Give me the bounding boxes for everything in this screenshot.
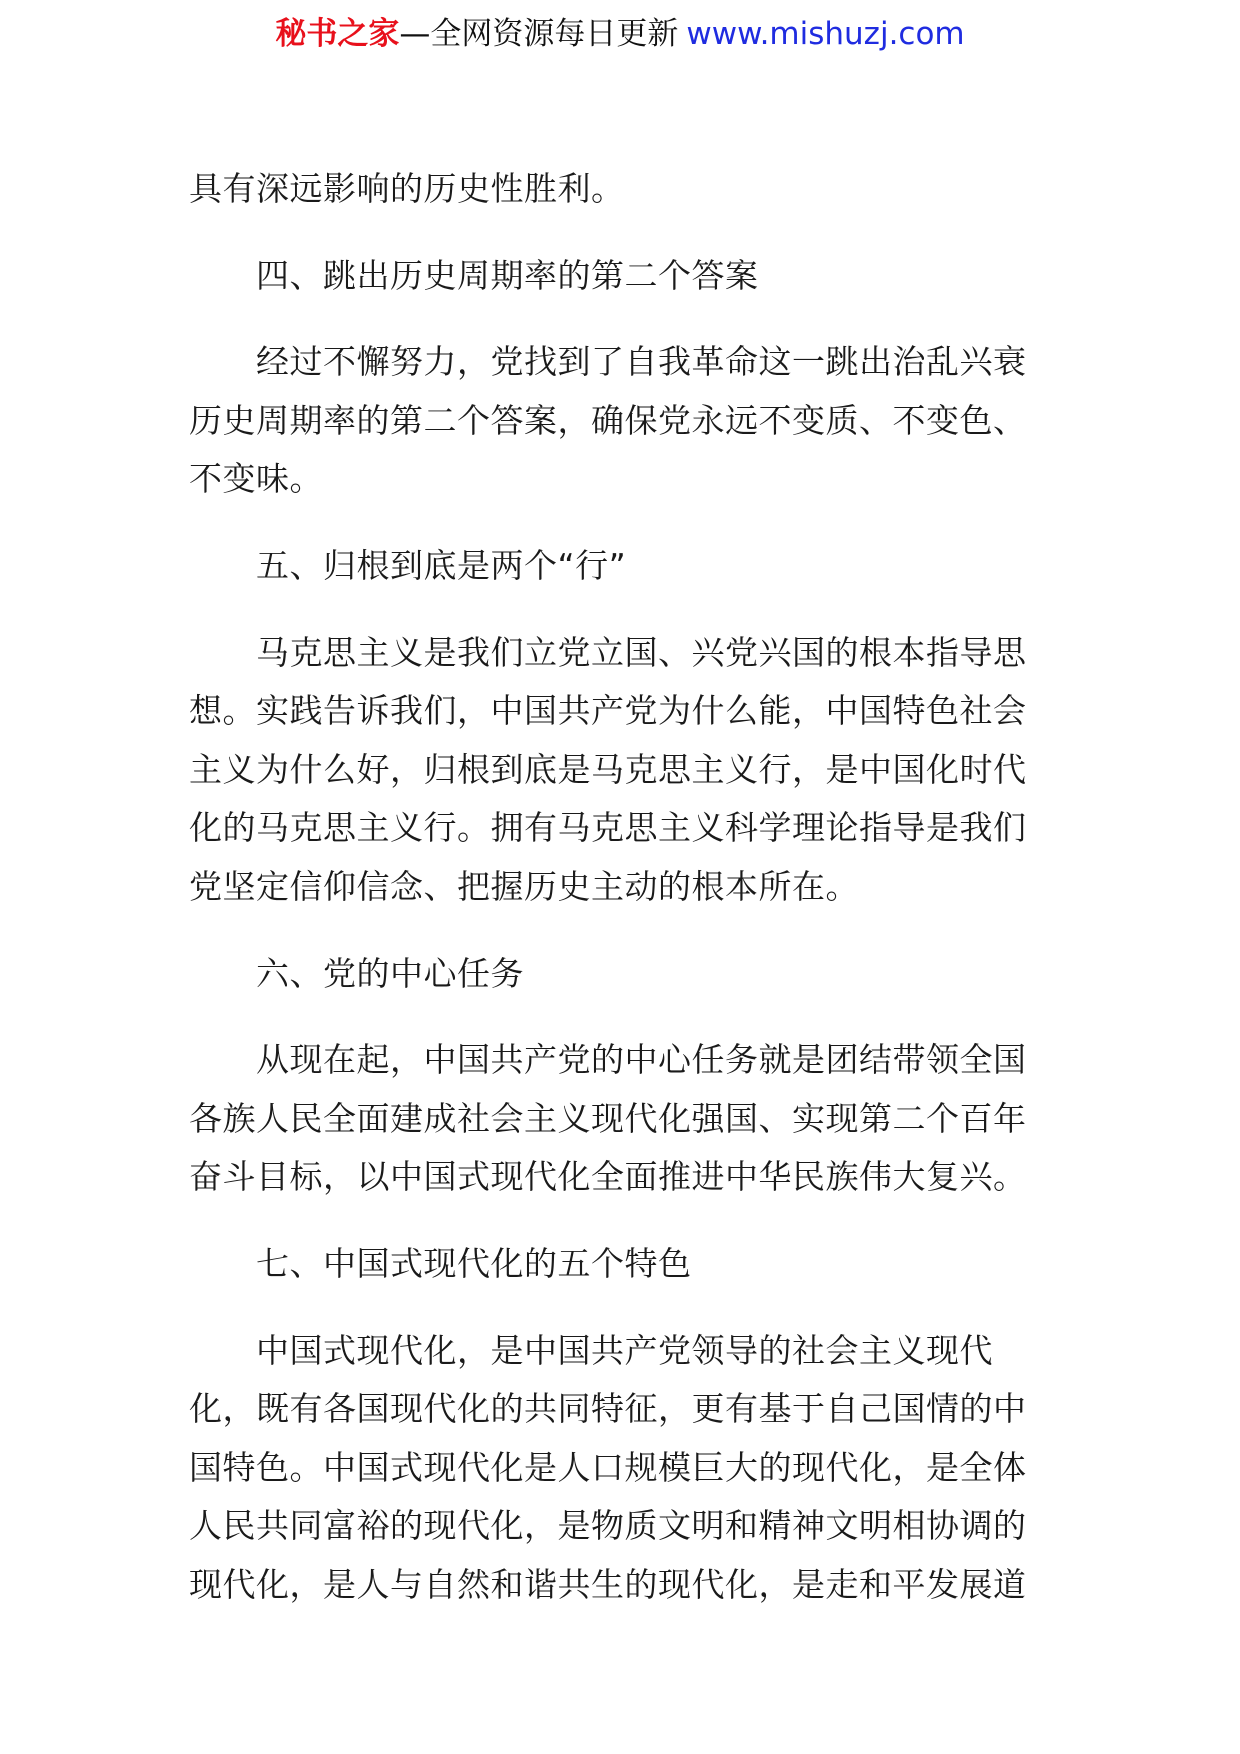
paragraph-self-revolution: 经过不懈努力，党找到了自我革命这一跳出治乱兴衰历史周期率的第二个答案，确保党永远不变质、不变色、不变味。 [189,342,1027,499]
header-brand: 秘书之家 [275,16,400,52]
section-heading-7: 七、中国式现代化的五个特色 [256,1243,692,1283]
section-heading-6: 六、党的中心任务 [256,953,524,993]
continued-paragraph: 具有深远影响的历史性胜利。 [189,169,625,208]
document-body [189,160,1031,1642]
page-header [0,14,1240,54]
paragraph-modernization: 中国式现代化，是中国共产党领导的社会主义现代化，既有各国现代化的共同特征，更有基于自己国情的中国特色。中国式现代化是人口规模巨大的现代化，是全体人民共同富裕的现代化，是物质文明和精神文明相协调的现代化，是人与自然和谐共生的现代化，是走和平发展道 [189,1330,1027,1604]
paragraph-marxism: 马克思主义是我们立党立国、兴党兴国的根本指导思想。实践告诉我们，中国共产党为什么能，中国特色社会主义为什么好，归根到底是马克思主义行，是中国化时代化的马克思主义行。拥有马克思主义科学理论指导是我们党坚定信仰信念、把握历史主动的根本所在。 [189,632,1027,906]
section-heading-4: 四、跳出历史周期率的第二个答案 [256,255,759,295]
header-site-url: www.mishuzj.com [686,16,965,52]
section-heading-5: 五、归根到底是两个“行” [256,545,627,585]
header-slogan: —全网资源每日更新 [399,16,679,52]
paragraph-central-task: 从现在起，中国共产党的中心任务就是团结带领全国各族人民全面建成社会主义现代化强国、实现第二个百年奋斗目标，以中国式现代化全面推进中华民族伟大复兴。 [189,1040,1027,1197]
